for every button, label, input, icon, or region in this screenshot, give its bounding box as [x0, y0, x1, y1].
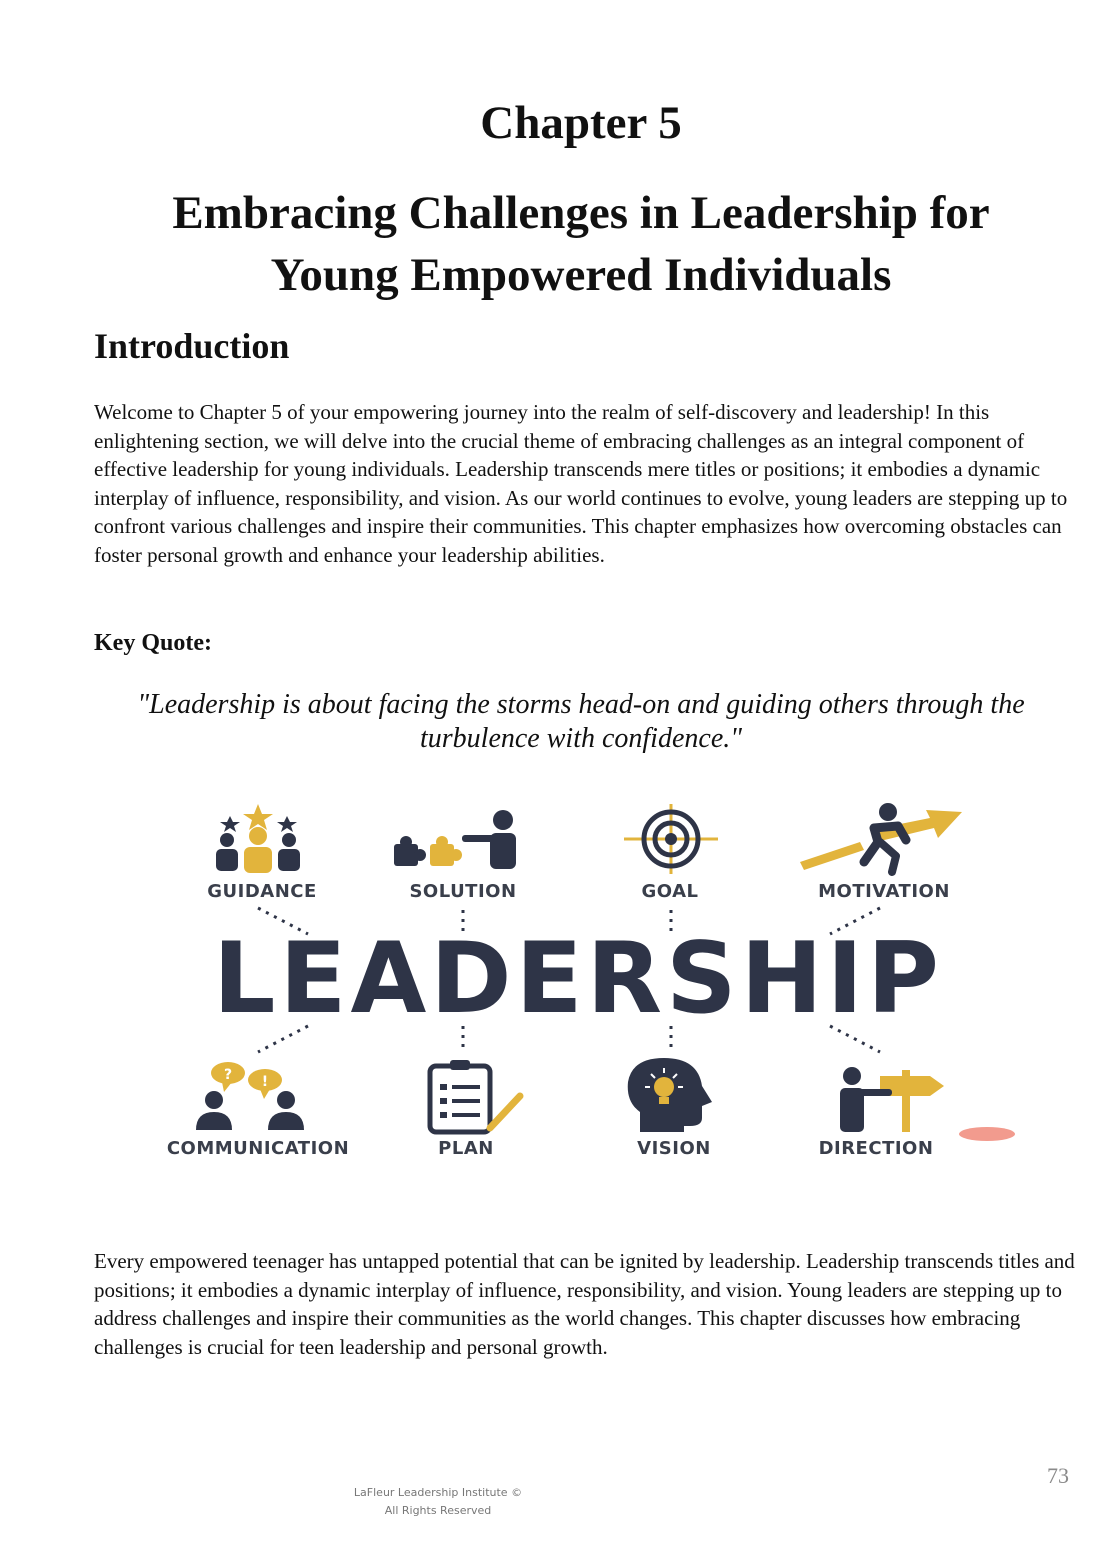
footer-copyright	[318, 1484, 558, 1520]
team-stars-icon	[216, 804, 300, 873]
chapter-subtitle-line-2: Young Empowered Individuals	[270, 249, 892, 301]
leadership-word: LEADERSHIP	[213, 922, 943, 1036]
chapter-subtitle	[0, 182, 1117, 306]
top-label: GUIDANCE	[207, 881, 317, 902]
page-number: 73	[1047, 1463, 1069, 1488]
key-quote-text: "Leadership is about facing the storms head-on and guiding others through the turbulence with confidence."	[137, 689, 1025, 754]
footer-line-1: LaFleur Leadership Institute ©	[353, 1486, 523, 1499]
svg-text:?: ?	[223, 1067, 233, 1083]
bottom-label: PLAN	[438, 1138, 494, 1159]
chapter-title: Chapter 5	[480, 97, 682, 149]
speech-people-icon	[196, 1062, 304, 1130]
top-label: SOLUTION	[409, 881, 517, 902]
closing-paragraph: Every empowered teenager has untapped potential that can be ignited by leadership. Leadership transcends titles and positions; it embodies a dynamic interplay of influence, responsibility, and vision. Young leaders are stepping up to address challenges and inspire their communities as the world changes. This chapter discusses how embracing challenges is crucial for teen leadership and personal growth.	[94, 1249, 1075, 1359]
svg-text:!: !	[261, 1074, 269, 1090]
head-lightbulb-icon	[628, 1058, 712, 1132]
red-smudge-mark	[959, 1127, 1015, 1141]
clipboard-pencil-icon	[430, 1060, 520, 1132]
bottom-label: DIRECTION	[818, 1138, 934, 1159]
target-icon	[624, 804, 718, 874]
top-label: GOAL	[641, 881, 699, 902]
key-quote-label: Key Quote:	[94, 630, 212, 656]
chapter-subtitle-line-1: Embracing Challenges in Leadership for	[172, 187, 990, 239]
puzzle-person-icon	[394, 810, 516, 869]
leadership-infographic	[0, 790, 1117, 1180]
leadership-infographic-svg	[0, 790, 1117, 1180]
bottom-label: VISION	[637, 1138, 711, 1159]
introduction-heading: Introduction	[94, 326, 290, 366]
introduction-paragraph: Welcome to Chapter 5 of your empowering journey into the realm of self-discovery and leadership! In this enlightening section, we will delve into the crucial theme of embracing challenges as an integral component of effective leadership for young individuals. Leadership transcends mere titles or positions; it embodies a dynamic interplay of influence, responsibility, and vision. As our world continues to evolve, young leaders are stepping up to confront various challenges and inspire their communities. This chapter emphasizes how overcoming obstacles can foster personal growth and enhance your leadership abilities.	[94, 400, 1068, 567]
running-arrow-icon	[800, 803, 962, 872]
bottom-label: COMMUNICATION	[166, 1138, 350, 1159]
footer-line-2: All Rights Reserved	[384, 1504, 492, 1517]
top-label: MOTIVATION	[818, 881, 950, 902]
person-signpost-icon	[840, 1067, 944, 1132]
